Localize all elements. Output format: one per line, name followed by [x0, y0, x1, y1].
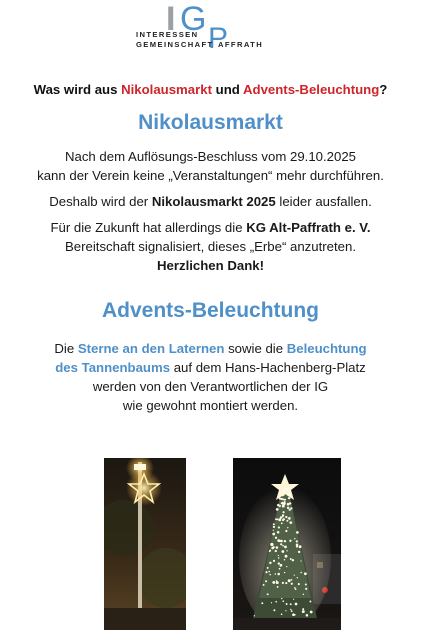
paragraph-line: wie gewohnt montiert werden.: [122, 398, 299, 413]
tree-light: [280, 565, 281, 566]
logo-line-1: INTERESSEN: [136, 30, 199, 39]
paragraph-text: Die: [54, 341, 78, 356]
photo-tannenbaum: [233, 458, 341, 630]
tree-light: [285, 516, 287, 518]
tree-light: [286, 566, 287, 567]
tree-light: [296, 544, 299, 547]
headline-text: Was wird aus: [33, 82, 122, 97]
tree-light: [289, 521, 292, 524]
tree-light: [275, 573, 277, 575]
tree-light: [296, 540, 298, 542]
headline-text: und: [211, 82, 243, 97]
tree-light: [265, 571, 267, 573]
tree-light: [299, 545, 302, 548]
tree-light: [261, 602, 263, 604]
logo-line-3: AFFRATH: [218, 40, 264, 49]
tree-light: [282, 494, 284, 496]
tree-light: [294, 538, 295, 539]
tree-light: [287, 507, 289, 509]
paragraph-ausfall: [0, 192, 421, 211]
tree-light: [298, 583, 300, 585]
tree-light: [291, 583, 293, 585]
tree-light: [302, 608, 304, 610]
tree-light: [273, 530, 274, 531]
tree-light: [304, 572, 307, 575]
headline-text: ?: [379, 82, 388, 97]
tree-light: [273, 546, 275, 548]
tree-light: [282, 505, 285, 508]
tree-light: [268, 571, 270, 573]
tree-light: [294, 614, 295, 615]
paragraph-text: Deshalb wird der: [49, 194, 152, 209]
tree-light: [267, 567, 269, 569]
tree-light: [281, 522, 283, 524]
paragraph-text: leider ausfallen.: [275, 194, 372, 209]
tree-light: [282, 582, 284, 584]
tree-light: [278, 518, 281, 521]
tree-light: [280, 540, 283, 543]
paragraph-beschluss: [0, 147, 421, 185]
tree-light: [272, 581, 275, 584]
tree-light: [277, 586, 279, 588]
paragraph-bold: Nikolausmarkt 2025: [151, 194, 276, 209]
tree-light: [289, 540, 291, 542]
tree-light: [297, 577, 298, 578]
tree-light: [281, 502, 283, 504]
paragraph-line: Nach dem Auflösungs-Beschluss vom 29.10.2025: [64, 149, 357, 164]
paragraph-text: sowie die: [224, 341, 287, 356]
tree-light: [285, 582, 287, 584]
tree-light: [285, 530, 287, 532]
tree-light: [254, 615, 255, 616]
tree-light: [280, 516, 282, 518]
tree-light: [285, 555, 288, 558]
tree-light: [300, 572, 302, 574]
tree-light: [305, 588, 307, 590]
tree-light: [287, 527, 288, 528]
tree-light: [282, 600, 284, 602]
tree-light: [284, 572, 285, 573]
tree-light: [282, 551, 284, 553]
paragraph-line: kann der Verein keine „Veranstaltungen“ mehr durchführen.: [37, 168, 384, 183]
tree-light: [280, 543, 282, 545]
tree-light: [288, 493, 291, 496]
tree-light: [282, 516, 283, 517]
tree-light: [265, 580, 267, 582]
paragraph-text: Für die Zukunft hat allerdings die: [50, 220, 247, 235]
tree-light: [275, 601, 277, 603]
tree-light: [263, 584, 265, 586]
tree-light: [284, 499, 285, 500]
tree-light: [273, 609, 275, 611]
highlight-beleuchtung: Beleuchtung: [286, 341, 367, 356]
tree-light: [275, 537, 277, 539]
tree-light: [278, 555, 279, 556]
tree-light: [277, 519, 279, 521]
tree-light: [267, 593, 269, 595]
section-title-beleuchtung: Advents-Beleuchtung: [101, 299, 319, 322]
tree-light: [276, 580, 277, 581]
tree-light: [288, 579, 291, 582]
highlight-tannenbaum: des Tannenbaums: [55, 360, 171, 375]
tree-light: [276, 581, 279, 584]
logo-letter-p: P: [208, 22, 229, 55]
tree-light: [286, 550, 287, 551]
tree-light: [278, 557, 279, 558]
tree-light: [279, 568, 281, 570]
tree-light: [282, 519, 284, 521]
tree-light: [275, 550, 277, 552]
tree-light: [290, 609, 291, 610]
section-title-nikolausmarkt: Nikolausmarkt: [138, 111, 283, 134]
tree-light: [276, 508, 279, 511]
tree-light: [296, 546, 297, 547]
headline: [0, 82, 421, 97]
tree-light: [287, 487, 289, 489]
tree-light: [278, 562, 280, 564]
tree-light: [284, 540, 286, 542]
tree-light: [281, 613, 283, 615]
highlight-sterne: Sterne an den Laternen: [77, 341, 225, 356]
paragraph-beleuchtung: [0, 339, 421, 415]
tree-light: [289, 497, 291, 499]
paragraph-line: werden von den Verantwortlichen der IG: [92, 379, 329, 394]
tree-light: [269, 550, 271, 552]
tree-light: [296, 531, 299, 534]
paragraph-zukunft: [0, 218, 421, 275]
tree-light: [273, 523, 275, 525]
paragraph-bold: KG Alt-Paffrath e. V.: [246, 220, 371, 235]
tree-light: [294, 587, 296, 589]
tree-light: [271, 602, 272, 603]
logo-letter-i: I: [166, 0, 176, 38]
tree-light: [272, 533, 275, 536]
tree-light: [292, 559, 294, 561]
tree-light: [284, 491, 286, 493]
tree-light: [291, 610, 293, 612]
tree-light: [298, 551, 300, 553]
tree-light: [288, 518, 290, 520]
tree-light: [289, 509, 291, 511]
tree-light: [286, 520, 288, 522]
photo-laterne-stern: [104, 458, 186, 630]
tree-light: [291, 579, 293, 581]
headline-term-beleuchtung: Advents-Beleuchtung: [243, 82, 380, 97]
logo: [0, 0, 421, 60]
tree-light: [277, 504, 280, 507]
tree-light: [302, 610, 305, 613]
tree-light: [282, 545, 284, 547]
tree-light: [273, 560, 275, 562]
tree-light: [293, 599, 294, 600]
tree-light: [287, 503, 290, 506]
tree-light: [269, 562, 271, 564]
tree-light: [285, 488, 286, 489]
tree-light: [300, 560, 301, 561]
tree-light: [283, 511, 285, 513]
logo-line-2: GEMEINSCHAFT: [136, 40, 214, 49]
tree-light: [286, 603, 288, 605]
tree-light: [273, 526, 275, 528]
tree-light: [285, 610, 286, 611]
tree-light: [284, 546, 287, 549]
tree-light: [309, 601, 311, 603]
tree-light: [305, 584, 307, 586]
tree-light: [276, 546, 279, 549]
tree-light: [270, 543, 273, 546]
tree-light: [282, 489, 284, 491]
paragraph-text: auf dem Hans-Hachenberg-Platz: [170, 360, 366, 375]
tree-light: [310, 611, 313, 614]
logo-letter-g: G: [180, 0, 207, 38]
thanks-text: Herzlichen Dank!: [157, 258, 264, 273]
tree-light: [290, 603, 292, 605]
tree-light: [284, 559, 286, 561]
tree-light: [278, 526, 280, 528]
tree-light: [269, 574, 271, 576]
paragraph-line: Bereitschaft signalisiert, dieses „Erbe“ anzutreten.: [65, 239, 356, 254]
tree-light: [295, 603, 298, 606]
tree-light: [277, 531, 280, 534]
tree-light: [294, 575, 295, 576]
headline-term-nikolausmarkt: Nikolausmarkt: [121, 82, 212, 97]
tree-light: [303, 594, 304, 595]
tree-light: [281, 598, 282, 599]
tree-light: [306, 614, 309, 617]
tree-light: [277, 573, 280, 576]
tree-light: [290, 558, 292, 560]
